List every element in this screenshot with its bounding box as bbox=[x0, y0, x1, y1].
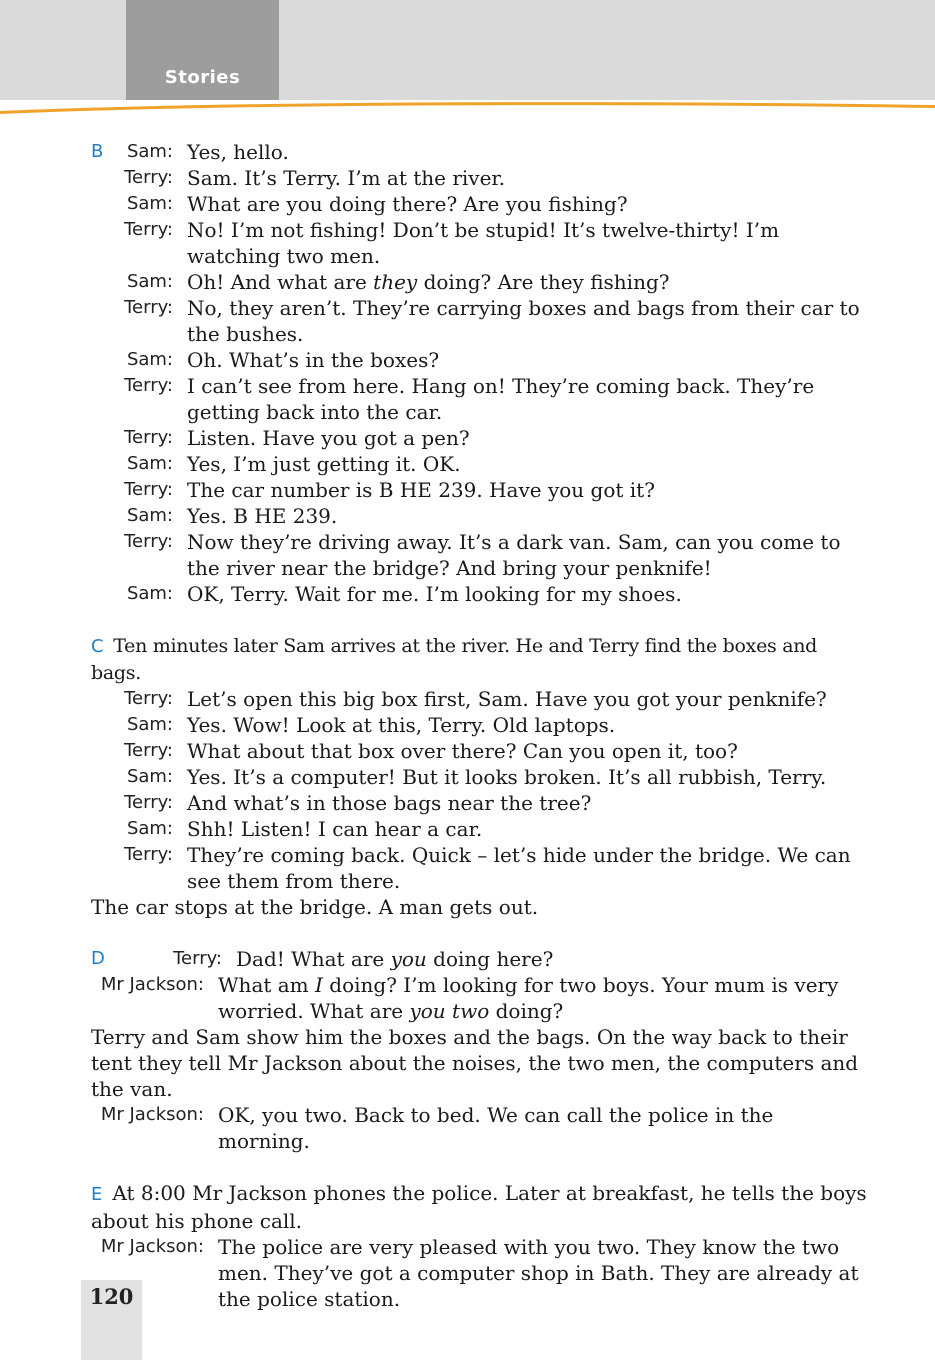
line-text: Yes. B HE 239. bbox=[187, 504, 338, 528]
line-text: Let’s open this big box first, Sam. Have you got your penknife? bbox=[187, 687, 827, 711]
dialogue-line bbox=[91, 165, 871, 191]
dialogue-line bbox=[91, 581, 871, 607]
speaker: Terry: bbox=[124, 167, 173, 188]
speaker: Terry: bbox=[124, 297, 173, 318]
dialogue-line bbox=[91, 764, 871, 790]
line-text: What are you doing there? Are you fishing? bbox=[187, 192, 628, 216]
line-text: OK, you two. Back to bed. We can call the police in the morning. bbox=[218, 1103, 774, 1153]
line-text: What about that box over there? Can you open it, too? bbox=[187, 739, 738, 763]
section-letter: C bbox=[91, 636, 104, 657]
line-text: Shh! Listen! I can hear a car. bbox=[187, 817, 483, 841]
speaker: Terry: bbox=[124, 375, 173, 396]
dialogue-line bbox=[91, 451, 871, 477]
speaker: Sam: bbox=[126, 453, 173, 474]
line-text: The police are very pleased with you two. They know the two men. They’ve got a computer shop in Bath. They are already at the police station. bbox=[218, 1235, 859, 1311]
page-number: 120 bbox=[89, 1284, 134, 1309]
line-text: No! I’m not fishing! Don’t be stupid! It’s twelve-thirty! I’m watching two men. bbox=[187, 218, 780, 268]
speaker: Sam: bbox=[126, 714, 173, 735]
dialogue-line bbox=[91, 816, 871, 842]
speaker: Sam: bbox=[126, 141, 173, 162]
speaker: Sam: bbox=[126, 271, 173, 292]
section-letter: B bbox=[91, 141, 104, 162]
emphasis: I bbox=[315, 973, 323, 997]
section-outro: The car stops at the bridge. A man gets out. bbox=[91, 895, 539, 919]
section-letter: E bbox=[91, 1184, 103, 1205]
speaker: Terry: bbox=[124, 792, 173, 813]
dialogue-line bbox=[91, 529, 871, 581]
speaker: Sam: bbox=[126, 505, 173, 526]
section-e bbox=[91, 1180, 871, 1312]
speaker: Sam: bbox=[126, 766, 173, 787]
dialogue-line bbox=[91, 842, 871, 894]
dialogue-line bbox=[91, 217, 871, 269]
line-text: What am I doing? I’m looking for two boys. Your mum is very worried. What are you two doing? bbox=[218, 973, 839, 1023]
dialogue-line bbox=[91, 373, 871, 425]
line-text: OK, Terry. Wait for me. I’m looking for my shoes. bbox=[187, 582, 682, 606]
emphasis: they bbox=[373, 270, 418, 294]
dialogue-line bbox=[91, 972, 871, 1024]
speaker: Sam: bbox=[126, 349, 173, 370]
section-tab-label: Stories bbox=[164, 67, 241, 88]
line-text: Listen. Have you got a pen? bbox=[187, 426, 470, 450]
dialogue-line bbox=[91, 1102, 871, 1154]
speaker: Terry: bbox=[173, 948, 222, 969]
line-text: Yes, I’m just getting it. OK. bbox=[187, 452, 461, 476]
emphasis: you bbox=[390, 947, 427, 971]
header-accent-line bbox=[0, 0, 935, 115]
dialogue-line bbox=[91, 139, 871, 165]
speaker: Sam: bbox=[126, 583, 173, 604]
section-d bbox=[91, 946, 871, 1154]
line-text: Yes, hello. bbox=[187, 140, 289, 164]
speaker: Terry: bbox=[124, 479, 173, 500]
dialogue-line bbox=[91, 686, 871, 712]
line-text: They’re coming back. Quick – let’s hide under the bridge. We can see them from there. bbox=[187, 843, 851, 893]
dialogue-line bbox=[91, 738, 871, 764]
section-narration: Terry and Sam show him the boxes and the bags. On the way back to their tent they tell Mr Jackson about the noises, the two men, the computers and the van. bbox=[91, 1025, 859, 1101]
section-intro: E At 8:00 Mr Jackson phones the police. Later at breakfast, he tells the boys about his phone call. bbox=[91, 1181, 867, 1233]
line-text: Dad! What are you doing here? bbox=[236, 947, 554, 971]
line-text: Oh! And what are they doing? Are they fishing? bbox=[187, 270, 670, 294]
speaker: Terry: bbox=[124, 844, 173, 865]
speaker: Mr Jackson: bbox=[100, 1236, 204, 1257]
dialogue-line bbox=[91, 425, 871, 451]
section-b bbox=[91, 139, 871, 607]
line-text: Sam. It’s Terry. I’m at the river. bbox=[187, 166, 506, 190]
section-intro: C Ten minutes later Sam arrives at the river. He and Terry find the boxes and bags. bbox=[91, 635, 818, 684]
speaker: Terry: bbox=[124, 219, 173, 240]
story-content bbox=[91, 139, 871, 1312]
dialogue-line bbox=[91, 946, 871, 972]
section-c bbox=[91, 633, 871, 920]
speaker: Mr Jackson: bbox=[100, 1104, 204, 1125]
speaker: Terry: bbox=[124, 740, 173, 761]
speaker: Terry: bbox=[124, 427, 173, 448]
line-text: Yes. It’s a computer! But it looks broken. It’s all rubbish, Terry. bbox=[187, 765, 827, 789]
line-text: Oh. What’s in the boxes? bbox=[187, 348, 440, 372]
dialogue-line bbox=[91, 790, 871, 816]
line-text: Yes. Wow! Look at this, Terry. Old laptops. bbox=[187, 713, 616, 737]
line-text: No, they aren’t. They’re carrying boxes and bags from their car to the bushes. bbox=[187, 296, 860, 346]
emphasis: you two bbox=[409, 999, 490, 1023]
dialogue-line bbox=[91, 503, 871, 529]
speaker: Sam: bbox=[126, 818, 173, 839]
dialogue-line bbox=[91, 477, 871, 503]
section-letter: D bbox=[91, 948, 105, 969]
dialogue-line bbox=[91, 1234, 871, 1312]
dialogue-line bbox=[91, 269, 871, 295]
speaker: Mr Jackson: bbox=[100, 974, 204, 995]
line-text: And what’s in those bags near the tree? bbox=[187, 791, 592, 815]
line-text: I can’t see from here. Hang on! They’re coming back. They’re getting back into the car. bbox=[187, 374, 815, 424]
line-text: The car number is B HE 239. Have you got it? bbox=[187, 478, 655, 502]
dialogue-line bbox=[91, 347, 871, 373]
dialogue-line bbox=[91, 295, 871, 347]
speaker: Terry: bbox=[124, 531, 173, 552]
page-number-box bbox=[81, 1280, 142, 1360]
line-text: Now they’re driving away. It’s a dark van. Sam, can you come to the river near the bridge? And bring your penknife! bbox=[187, 530, 841, 580]
speaker: Sam: bbox=[126, 193, 173, 214]
speaker: Terry: bbox=[124, 688, 173, 709]
dialogue-line bbox=[91, 191, 871, 217]
dialogue-line bbox=[91, 712, 871, 738]
